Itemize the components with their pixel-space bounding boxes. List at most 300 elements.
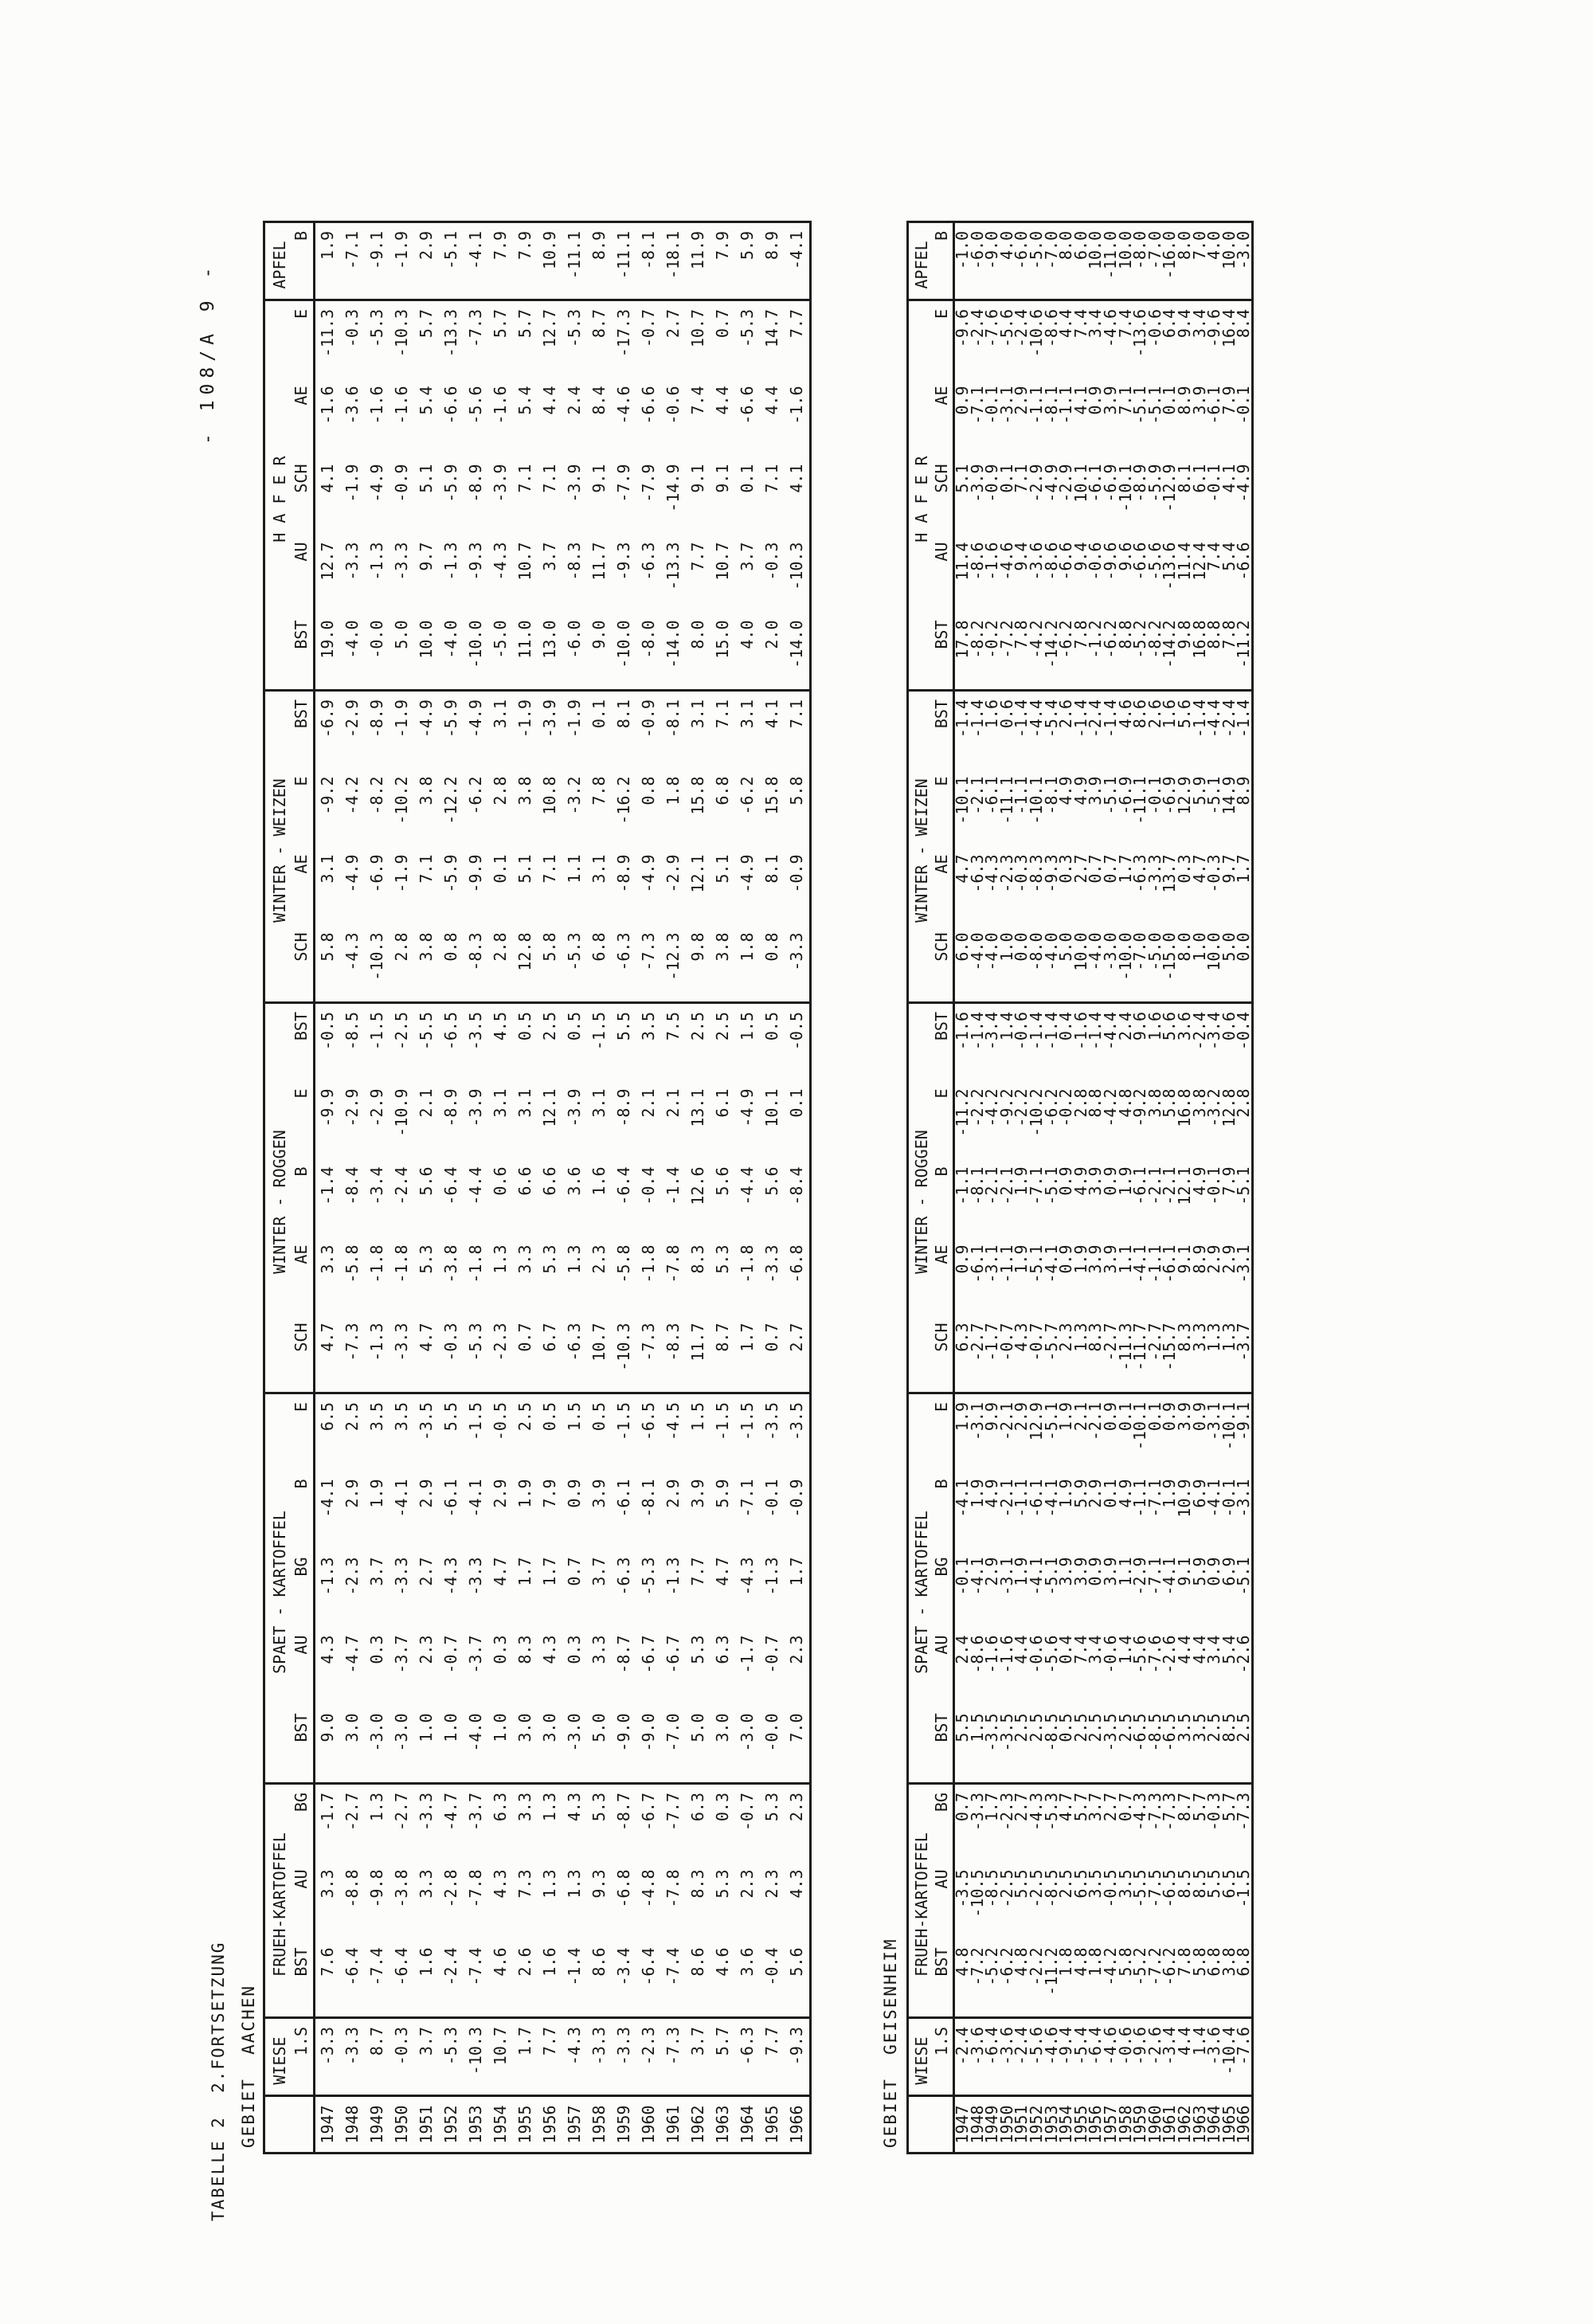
- value-cell: -8.9: [367, 700, 386, 739]
- year-cell: 1952: [1026, 2105, 1046, 2144]
- value-cell: 3.7: [589, 1557, 609, 1586]
- value-cell: -7.3: [1145, 1793, 1164, 1832]
- value-cell: -2.3: [996, 854, 1016, 893]
- value-cell: -0.3: [389, 2018, 414, 2096]
- value-cell: -5.5: [417, 1012, 436, 1051]
- value-cell: -11.1: [562, 222, 587, 300]
- value-cell: 0.7: [1115, 1793, 1135, 1822]
- value-cell: -0.0: [365, 613, 389, 691]
- value-cell: 2.9: [417, 1479, 436, 1508]
- value-cell: 4.7: [1056, 1793, 1076, 1822]
- value-cell: 2.5: [1056, 1869, 1076, 1899]
- sub-column-header: B: [291, 222, 315, 300]
- year-column-header: [264, 2096, 315, 2154]
- value-cell: 8.0: [1059, 222, 1074, 300]
- value-cell: -1.8: [738, 1244, 757, 1283]
- value-cell: 1.9: [367, 1479, 386, 1508]
- value-cell: 6.1: [713, 1088, 732, 1118]
- value-cell: 6.4: [1160, 309, 1180, 339]
- value-cell: -7.6: [1145, 1635, 1164, 1674]
- value-cell: 0.1: [996, 464, 1016, 493]
- value-cell: 0.9: [565, 1479, 584, 1508]
- value-cell: 7.4: [1070, 1635, 1090, 1664]
- value-cell: -1.9: [392, 700, 411, 739]
- value-cell: 4.7: [713, 1557, 732, 1586]
- value-cell: -6.1: [1160, 1244, 1180, 1283]
- value-cell: 3.3: [515, 1244, 534, 1274]
- value-cell: -3.6: [970, 2018, 985, 2096]
- value-cell: 6.0: [954, 925, 970, 1003]
- value-cell: -0.6: [1145, 309, 1164, 348]
- value-cell: 4.3: [540, 1635, 559, 1664]
- value-cell: -1.4: [318, 1166, 337, 1205]
- value-cell: -3.3: [342, 542, 362, 581]
- value-cell: 1.7: [515, 1557, 534, 1586]
- value-cell: 5.6: [1160, 1012, 1180, 1041]
- value-cell: -0.6: [1118, 2018, 1133, 2096]
- value-cell: -7.7: [663, 1793, 683, 1832]
- value-cell: 3.3: [318, 1869, 337, 1899]
- sub-column-header: SCH: [292, 464, 311, 493]
- value-cell: -9.6: [1204, 309, 1224, 348]
- value-cell: -1.9: [342, 464, 362, 503]
- value-cell: 1.3: [1207, 1315, 1222, 1393]
- value-cell: 9.6: [1130, 1012, 1150, 1041]
- year-cell: 1955: [1070, 2105, 1090, 2144]
- value-cell: -0.9: [392, 464, 411, 503]
- value-cell: -3.1: [996, 1557, 1016, 1596]
- value-cell: 7.7: [787, 309, 806, 339]
- value-cell: 3.4: [1204, 1635, 1224, 1664]
- value-cell: 5.6: [1174, 700, 1194, 729]
- value-cell: -1.1: [953, 1166, 972, 1205]
- value-cell: -2.9: [367, 1088, 386, 1127]
- value-cell: -4.0: [1044, 925, 1059, 1003]
- value-cell: -1.6: [982, 542, 1002, 581]
- value-cell: -0.2: [984, 613, 1000, 691]
- value-cell: -2.1: [982, 1166, 1002, 1205]
- value-cell: -2.2: [1029, 1940, 1044, 2018]
- value-cell: 10.8: [540, 776, 559, 815]
- value-cell: 8.3: [688, 1869, 707, 1899]
- value-cell: 0.1: [738, 464, 757, 493]
- value-cell: 3.8: [417, 776, 436, 805]
- value-cell: 4.4: [1056, 309, 1076, 339]
- value-cell: 3.9: [1189, 386, 1209, 415]
- value-cell: -6.0: [562, 613, 587, 691]
- value-cell: 3.3: [515, 1793, 534, 1822]
- value-cell: 17.8: [954, 613, 970, 691]
- value-cell: -6.5: [1160, 1869, 1180, 1908]
- value-cell: -1.3: [365, 1315, 389, 1393]
- value-cell: -3.3: [315, 2018, 341, 2096]
- value-cell: -9.9: [318, 1088, 337, 1127]
- year-cell: 1950: [996, 2105, 1016, 2144]
- value-cell: 3.3: [417, 1869, 436, 1899]
- value-cell: -2.2: [967, 1088, 987, 1127]
- value-cell: 3.5: [1192, 1706, 1207, 1784]
- value-cell: -1.6: [982, 1635, 1002, 1674]
- value-cell: -7.3: [636, 1315, 661, 1393]
- value-cell: -7.8: [466, 1869, 485, 1908]
- year-row: [710, 222, 735, 2154]
- value-cell: 8.1: [614, 700, 633, 729]
- value-cell: 5.9: [1189, 776, 1209, 805]
- value-cell: -3.5: [466, 1012, 485, 1051]
- value-cell: -1.8: [367, 1244, 386, 1283]
- value-cell: 2.6: [1145, 700, 1164, 729]
- value-cell: -13.6: [1160, 542, 1180, 590]
- rotated-sheet: [196, 163, 1555, 2228]
- value-cell: 5.0: [1059, 925, 1074, 1003]
- value-cell: -6.1: [967, 1244, 987, 1283]
- value-cell: -1.5: [367, 1012, 386, 1051]
- value-cell: 8.6: [686, 1940, 710, 2018]
- value-cell: -10.0: [612, 613, 636, 691]
- sub-column-header: AE: [292, 1244, 311, 1264]
- value-cell: -4.2: [982, 1088, 1002, 1127]
- value-cell: -10.2: [392, 776, 411, 825]
- value-cell: -8.6: [1041, 542, 1061, 581]
- value-cell: -10.1: [1026, 776, 1046, 825]
- value-cell: 1.8: [1059, 1940, 1074, 2018]
- value-cell: -10.3: [392, 309, 411, 358]
- value-cell: -0.9: [787, 854, 806, 893]
- sub-column-header: E: [292, 1402, 311, 1413]
- value-cell: 5.3: [417, 1244, 436, 1274]
- value-cell: -9.3: [1041, 854, 1061, 893]
- value-cell: -7.1: [340, 222, 365, 300]
- value-cell: 4.9: [982, 1479, 1002, 1508]
- value-cell: -3.5: [953, 1869, 972, 1908]
- value-cell: 0.7: [1100, 854, 1120, 884]
- value-cell: 3.8: [414, 925, 439, 1003]
- value-cell: 7.8: [1177, 1940, 1192, 2018]
- value-cell: 3.9: [1086, 1244, 1106, 1274]
- value-cell: 0.3: [1174, 854, 1194, 884]
- value-cell: 0.7: [565, 1557, 584, 1586]
- value-cell: 2.1: [1070, 1402, 1090, 1432]
- value-cell: -2.4: [1014, 2018, 1029, 2096]
- sub-column-header: BST: [291, 1706, 315, 1784]
- value-cell: -10.4: [1222, 2018, 1237, 2096]
- value-cell: 11.7: [686, 1315, 710, 1393]
- value-cell: -3.3: [340, 2018, 365, 2096]
- value-cell: 10.7: [688, 309, 707, 348]
- value-cell: 5.9: [713, 1479, 732, 1508]
- value-cell: -7.4: [464, 1940, 488, 2018]
- sub-column-header: E: [292, 776, 311, 786]
- value-cell: -9.0: [636, 1706, 661, 1784]
- value-cell: 10.7: [515, 542, 534, 581]
- value-cell: -1.1: [1012, 1479, 1031, 1518]
- value-cell: 2.3: [1059, 1315, 1074, 1393]
- value-cell: -0.7: [738, 1793, 757, 1832]
- value-cell: -10.0: [464, 613, 488, 691]
- value-cell: -1.7: [984, 1315, 1000, 1393]
- value-cell: 9.1: [589, 464, 609, 493]
- value-cell: -0.7: [441, 1635, 460, 1674]
- value-cell: -1.7: [318, 1793, 337, 1832]
- value-cell: -4.1: [1041, 1479, 1061, 1518]
- value-cell: 6.3: [491, 1793, 510, 1822]
- value-cell: 4.5: [491, 1012, 510, 1041]
- value-cell: -7.1: [1145, 1557, 1164, 1596]
- value-cell: 3.6: [735, 1940, 760, 2018]
- value-cell: 7.9: [1219, 386, 1239, 415]
- value-cell: 7.3: [515, 1869, 534, 1899]
- value-cell: 5.6: [417, 1166, 436, 1196]
- value-cell: -14.2: [1044, 613, 1059, 691]
- value-cell: 9.1: [1174, 1557, 1194, 1586]
- value-cell: -4.6: [996, 542, 1016, 581]
- value-cell: -5.2: [1133, 613, 1148, 691]
- value-cell: -2.3: [996, 1793, 1016, 1832]
- value-cell: 4.4: [1174, 1635, 1194, 1664]
- value-cell: -1.1: [1012, 776, 1031, 815]
- value-cell: 3.9: [1070, 1557, 1090, 1586]
- value-cell: 3.8: [710, 925, 735, 1003]
- value-cell: -6.9: [1100, 464, 1120, 503]
- value-cell: -8.3: [464, 925, 488, 1003]
- value-cell: 5.4: [417, 386, 436, 415]
- value-cell: 3.7: [414, 2018, 439, 2096]
- value-cell: -0.2: [1056, 1088, 1076, 1127]
- value-cell: -6.6: [639, 386, 658, 425]
- value-cell: -5.4: [1074, 2018, 1089, 2096]
- value-cell: -8.4: [787, 1166, 806, 1205]
- value-cell: 0.9: [1189, 1402, 1209, 1432]
- value-cell: 5.5: [1012, 1869, 1031, 1899]
- value-cell: -3.1: [1234, 1244, 1254, 1283]
- value-cell: -12.3: [661, 925, 686, 1003]
- value-cell: -3.1: [967, 1402, 987, 1441]
- value-cell: -4.1: [392, 1479, 411, 1518]
- value-cell: -1.4: [663, 1166, 683, 1205]
- value-cell: -6.2: [738, 776, 757, 815]
- value-cell: -4.4: [738, 1166, 757, 1205]
- value-cell: 4.4: [1189, 1635, 1209, 1664]
- value-cell: 6.7: [538, 1315, 562, 1393]
- value-cell: 3.1: [515, 1088, 534, 1118]
- value-cell: 1.9: [967, 1479, 987, 1508]
- value-cell: 0.1: [1100, 1479, 1120, 1508]
- value-cell: 0.3: [713, 1793, 732, 1822]
- column-group-header: SPAET - KARTOFFEL: [264, 1393, 292, 1784]
- value-cell: 10.1: [1070, 464, 1090, 503]
- value-cell: -3.9: [967, 464, 987, 503]
- value-cell: 9.0: [587, 613, 612, 691]
- value-cell: -8.5: [1041, 1869, 1061, 1908]
- value-cell: -5.3: [464, 1315, 488, 1393]
- value-cell: -2.9: [1130, 1557, 1150, 1596]
- sub-column-header: B: [292, 1166, 311, 1177]
- value-cell: 3.8: [1189, 1088, 1209, 1118]
- value-cell: -8.9: [614, 854, 633, 893]
- value-cell: -3.1: [1234, 1479, 1254, 1518]
- value-cell: 5.0: [1222, 925, 1237, 1003]
- value-cell: -2.3: [342, 1557, 362, 1596]
- value-cell: -3.3: [762, 1244, 781, 1283]
- value-cell: -3.5: [1000, 1706, 1015, 1784]
- value-cell: 5.5: [614, 1012, 633, 1041]
- value-cell: -7.1: [967, 386, 987, 425]
- value-cell: 0.6: [491, 1166, 510, 1196]
- value-cell: 9.1: [713, 464, 732, 493]
- value-cell: -1.4: [1041, 1012, 1061, 1051]
- value-cell: -7.6: [982, 309, 1002, 348]
- value-cell: -10.3: [365, 925, 389, 1003]
- value-cell: -5.6: [1029, 2018, 1044, 2096]
- value-cell: 0.9: [1086, 386, 1106, 415]
- value-cell: 7.1: [1115, 386, 1135, 415]
- value-cell: 0.8: [760, 925, 785, 1003]
- value-cell: -11.1: [1130, 776, 1150, 825]
- value-cell: -4.3: [340, 925, 365, 1003]
- value-cell: -16.2: [614, 776, 633, 825]
- year-row: [513, 222, 538, 2154]
- value-cell: -5.1: [1145, 386, 1164, 425]
- value-cell: 12.4: [1189, 542, 1209, 581]
- value-cell: -2.6: [1160, 1635, 1180, 1674]
- sub-column-header: AE: [292, 386, 311, 406]
- value-cell: 1.6: [1145, 1012, 1164, 1041]
- value-cell: 4.8: [1115, 1088, 1135, 1118]
- value-cell: 1.3: [491, 1244, 510, 1274]
- value-cell: -7.0: [661, 1706, 686, 1784]
- value-cell: 2.9: [1204, 1244, 1224, 1274]
- value-cell: -1.1: [996, 1244, 1016, 1283]
- value-cell: 1.3: [565, 1869, 584, 1899]
- value-cell: 1.3: [1222, 1315, 1237, 1393]
- value-cell: -4.6: [1044, 2018, 1059, 2096]
- value-cell: -0.9: [639, 700, 658, 739]
- value-cell: 2.5: [713, 1012, 732, 1041]
- value-cell: 0.3: [565, 1635, 584, 1664]
- year-cell: 1959: [1130, 2105, 1150, 2144]
- value-cell: 4.7: [953, 854, 972, 884]
- value-cell: -6.5: [639, 1402, 658, 1441]
- value-cell: -6.1: [441, 1479, 460, 1518]
- value-cell: -3.2: [565, 776, 584, 815]
- value-cell: 3.5: [392, 1402, 411, 1432]
- value-cell: -2.1: [967, 776, 987, 815]
- value-cell: -3.7: [466, 1635, 485, 1674]
- value-cell: 4.4: [1012, 1635, 1031, 1664]
- value-cell: -4.9: [342, 854, 362, 893]
- value-cell: -2.8: [441, 1869, 460, 1908]
- value-cell: -5.6: [996, 309, 1016, 348]
- value-cell: -6.2: [1059, 613, 1074, 691]
- value-cell: -0.6: [1012, 1012, 1031, 1051]
- value-cell: -6.1: [1204, 386, 1224, 425]
- value-cell: -6.4: [1088, 2018, 1103, 2096]
- year-row: [414, 222, 439, 2154]
- value-cell: 7.8: [1074, 613, 1089, 691]
- value-cell: -0.1: [1219, 1479, 1239, 1518]
- value-cell: 1.5: [565, 1402, 584, 1432]
- value-cell: -0.1: [762, 1479, 781, 1518]
- year-row: [389, 222, 414, 2154]
- value-cell: 6.9: [1219, 1557, 1239, 1586]
- value-cell: -1.4: [967, 1012, 987, 1051]
- value-cell: -13.3: [663, 542, 683, 590]
- year-cell: 1961: [1160, 2105, 1180, 2144]
- value-cell: -0.1: [1204, 464, 1224, 503]
- value-cell: 0.3: [491, 1635, 510, 1664]
- value-cell: 2.5: [688, 1012, 707, 1041]
- value-cell: 3.9: [589, 1479, 609, 1508]
- value-cell: -5.0: [1029, 222, 1044, 300]
- value-cell: 16.8: [1174, 1088, 1194, 1127]
- value-cell: 5.7: [1189, 1793, 1209, 1822]
- value-cell: 8.3: [515, 1635, 534, 1664]
- value-cell: -6.5: [1133, 1706, 1148, 1784]
- value-cell: -0.3: [439, 1315, 464, 1393]
- value-cell: 0.9: [1056, 1166, 1076, 1196]
- value-cell: 13.0: [538, 613, 562, 691]
- year-row: [686, 222, 710, 2154]
- value-cell: -7.2: [1000, 613, 1015, 691]
- value-cell: 0.5: [589, 1402, 609, 1432]
- value-cell: -3.8: [392, 1869, 411, 1908]
- value-cell: -5.8: [614, 1244, 633, 1283]
- value-cell: 6.5: [1070, 1869, 1090, 1899]
- year-row: [1236, 222, 1252, 2154]
- column-group-header: WINTER - ROGGEN: [264, 1003, 292, 1393]
- value-cell: 5.0: [389, 613, 414, 691]
- value-cell: -5.7: [1044, 1315, 1059, 1393]
- value-cell: 5.5: [441, 1402, 460, 1432]
- value-cell: 0.9: [1204, 1557, 1224, 1586]
- year-cell: 1966: [787, 2105, 806, 2144]
- year-row: [538, 222, 562, 2154]
- value-cell: 5.1: [515, 854, 534, 884]
- year-cell: 1957: [1100, 2105, 1120, 2144]
- value-cell: -5.9: [441, 464, 460, 503]
- value-cell: 6.5: [318, 1402, 337, 1432]
- value-cell: 10.0: [1088, 222, 1103, 300]
- value-cell: 0.7: [713, 309, 732, 339]
- value-cell: 3.1: [589, 854, 609, 884]
- value-cell: -5.6: [1130, 1635, 1150, 1674]
- value-cell: 2.9: [491, 1479, 510, 1508]
- value-cell: -1.6: [392, 386, 411, 425]
- year-cell: 1948: [967, 2105, 987, 2144]
- value-cell: 1.9: [1012, 1166, 1031, 1196]
- value-cell: -2.3: [488, 1315, 513, 1393]
- value-cell: 1.9: [953, 1402, 972, 1432]
- value-cell: -6.0: [1014, 222, 1029, 300]
- sub-column-header: BST: [932, 1940, 954, 2018]
- value-cell: 5.7: [1070, 1793, 1090, 1822]
- value-cell: -9.8: [367, 1869, 386, 1908]
- value-cell: 5.0: [587, 1706, 612, 1784]
- value-cell: -1.6: [367, 386, 386, 425]
- value-cell: -7.3: [1160, 1793, 1180, 1832]
- value-cell: 8.6: [1130, 700, 1150, 729]
- value-cell: 3.1: [738, 700, 757, 729]
- value-cell: 2.5: [540, 1012, 559, 1041]
- value-cell: 4.1: [762, 700, 781, 729]
- year-cell: 1963: [1189, 2105, 1209, 2144]
- value-cell: 6.8: [587, 925, 612, 1003]
- value-cell: 4.0: [1000, 222, 1015, 300]
- year-cell: 1963: [713, 2105, 732, 2144]
- year-column-header: [908, 2096, 954, 2154]
- sub-column-header: B: [932, 222, 954, 300]
- year-cell: 1953: [1041, 2105, 1061, 2144]
